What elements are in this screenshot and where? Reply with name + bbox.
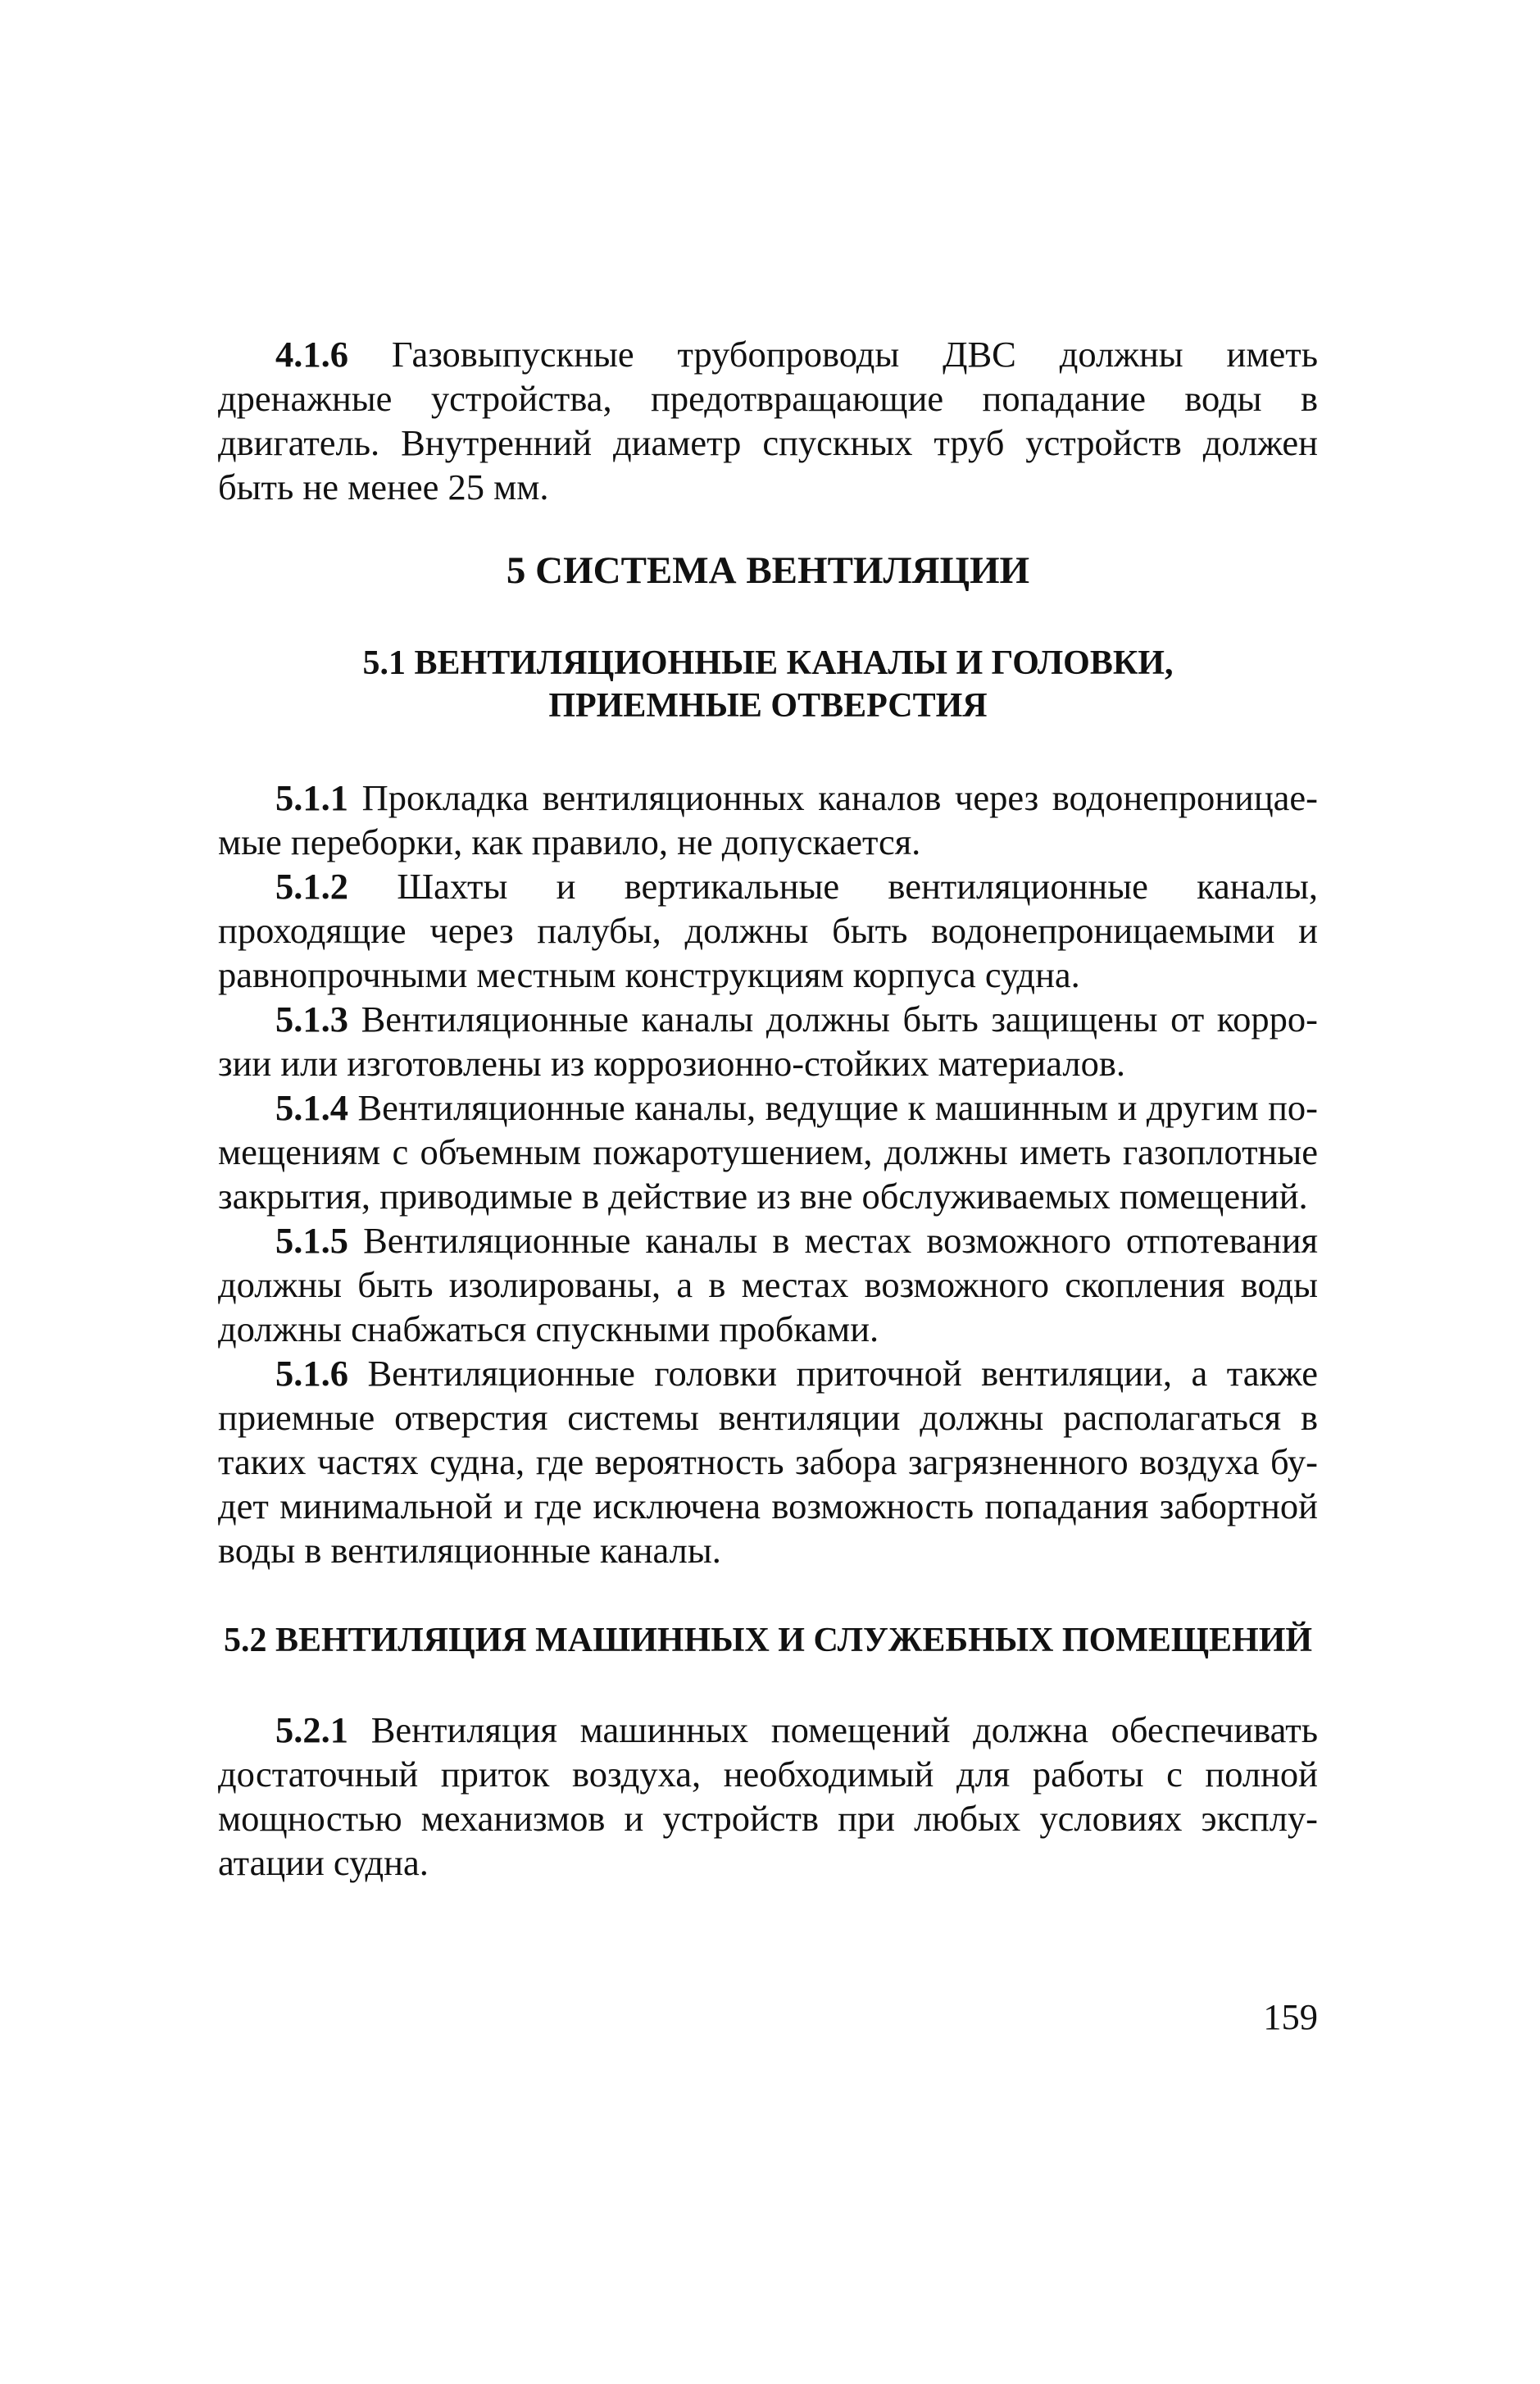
paragraph-text: Прокладка вентиляционных каналов через водонепроницаемые переборки, как правило, не допускается. — [218, 777, 1318, 862]
paragraph-5-1-1 — [218, 776, 1318, 864]
paragraph-text: Шахты и вертикальные вентиляционные каналы, проходящие через палубы, должны быть водонепроницаемыми и равнопрочными местным конструкциям корпуса судна. — [218, 866, 1318, 995]
paragraph-5-1-5 — [218, 1218, 1318, 1351]
subsection-title-5-2: 5.2 ВЕНТИЛЯЦИЯ МАШИННЫХ И СЛУЖЕБНЫХ ПОМЕЩЕНИЙ — [223, 1622, 1313, 1659]
paragraph-text: Вентиляция машинных помещений должна обеспечивать достаточный приток воздуха, необходимый для работы с полной мощностью механизмов и устройств при любых условиях эксплуатации судна. — [218, 1709, 1318, 1883]
paragraph-4-1-6 — [218, 332, 1318, 509]
paragraph-number: 4.1.6 — [275, 334, 348, 375]
paragraph-number: 5.1.4 — [275, 1087, 348, 1128]
paragraph-text: Вентиляционные каналы должны быть защищены от коррозии или изготовлены из коррозионно-стойких материалов. — [218, 999, 1318, 1084]
page-number: 159 — [1263, 1996, 1318, 2037]
paragraph-4-1-6-block — [218, 332, 1318, 509]
paragraph-text: Вентиляционные каналы в местах возможного отпотевания должны быть изолированы, а в местах возможного скопления воды должны снабжаться спускными пробками. — [218, 1220, 1318, 1349]
paragraph-text: Газовыпускные трубопроводы ДВС должны иметь дренажные устройства, предотвращающие попадание воды в двигатель. Внутренний диаметр спускных труб устройств должен быть не менее 25 мм. — [218, 334, 1318, 507]
paragraph-number: 5.2.1 — [275, 1709, 348, 1750]
paragraph-number: 5.1.1 — [275, 777, 348, 818]
paragraph-5-1-3 — [218, 997, 1318, 1085]
paragraph-number: 5.1.3 — [275, 999, 348, 1040]
subsection-5-1-body — [218, 776, 1318, 1572]
paragraph-5-2-1 — [218, 1708, 1318, 1885]
paragraph-text: Вентиляционные головки приточной вентиляции, а также приемные отверстия системы вентиляции должны располагаться в таких частях судна, где вероятность забора загрязненного воздуха будет минимальной и где исключена возможность попадания забортной воды в вентиляционные каналы. — [218, 1353, 1318, 1571]
subsection-title-5-1 — [218, 642, 1318, 727]
paragraph-5-1-6 — [218, 1351, 1318, 1572]
paragraph-number: 5.1.2 — [275, 866, 348, 907]
subsection-5-2-body — [218, 1708, 1318, 1885]
section-title-5: 5 СИСТЕМА ВЕНТИЛЯЦИИ — [506, 549, 1030, 592]
paragraph-5-1-2 — [218, 864, 1318, 997]
paragraph-5-1-4 — [218, 1085, 1318, 1218]
subsection-title-line-2: ПРИЕМНЫЕ ОТВЕРСТИЯ — [548, 687, 988, 725]
paragraph-number: 5.1.6 — [275, 1353, 348, 1394]
subsection-title-line-1: 5.1 ВЕНТИЛЯЦИОННЫЕ КАНАЛЫ И ГОЛОВКИ, — [362, 644, 1174, 682]
paragraph-number: 5.1.5 — [275, 1220, 348, 1261]
paragraph-text: Вентиляционные каналы, ведущие к машинным и другим помещениям с объемным пожаротушением, должны иметь газоплотные закрытия, приводимые в действие из вне обслуживаемых помещений. — [218, 1087, 1318, 1217]
